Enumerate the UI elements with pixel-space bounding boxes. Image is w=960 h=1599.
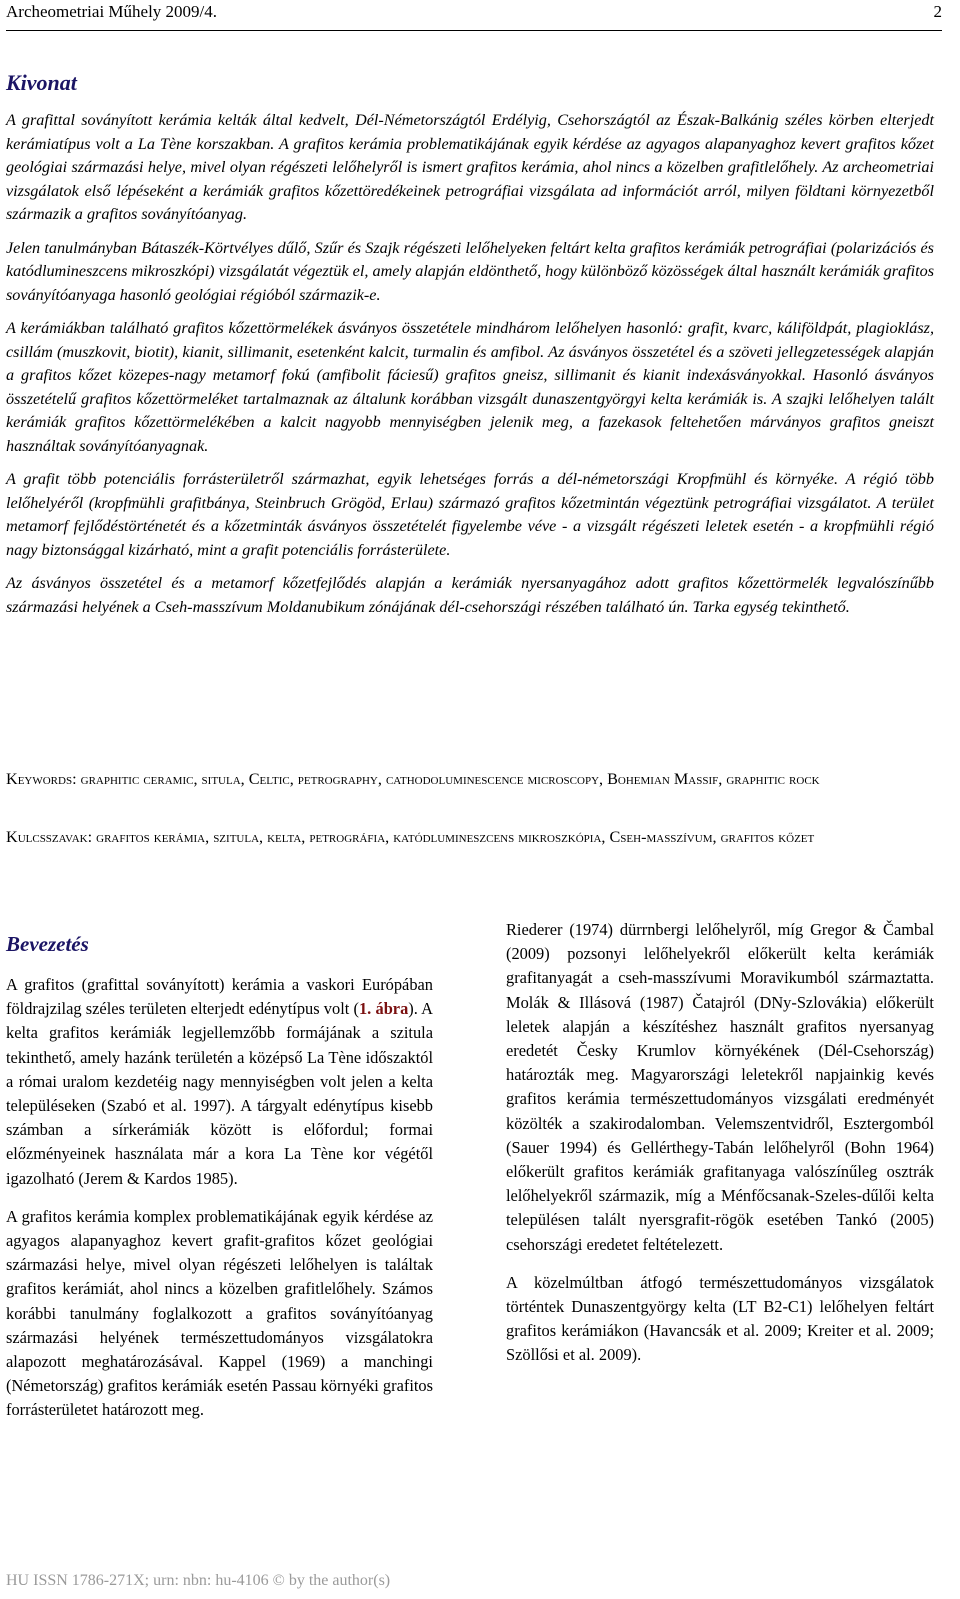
abstract-body [6,109,934,629]
intro-paragraph [6,973,433,1191]
intro-right-column [506,918,934,1382]
intro-text: A grafitos (grafittal soványított) kerámia a vaskori Európában földrajzilag széles területen elterjedt edénytípus volt ( [6,975,433,1019]
journal-title: Archeometriai Műhely 2009/4. [6,2,218,21]
intro-left-column [6,931,433,1437]
page-number: 2 [933,2,942,21]
intro-paragraph: A grafitos kerámia komplex problematikájának egyik kérdése az agyagos alapanyaghoz kevert grafit-grafitos kőzet geológiai származási helye, mivel olyan régészeti lelőhelyen is találtak grafitos kerámiát, ahol nincs a közelben grafitlelőhely. Számos korábbi tanulmány foglalkozott a grafitos soványítóanyag származási helyének természettudományos vizsgálatokra alapozott meghatározásával. Kappel (1969) a manchingi (Németország) grafitos kerámiák esetén Passau környéki grafitos forrásterületet határozott meg. [6,1206,433,1420]
abstract-paragraph: A grafittal soványított kerámia kelták által kedvelt, Dél-Németországtól Erdélyig, Csehországtól az Észak-Balkánig széles körben elterjedt kerámiatípus volt a La Tène korszakban. A grafitos kerámia problematikájának egyik kérdése az agyagos alapanyaghoz kevert grafitos kőzet geológiai származási helye, mivel olyan régészeti lelőhelyről is ismert grafitos kerámia, ahol nincs a közelben grafitlelőhely. Az archeometriai vizsgálatok első lépéseként a kerámiák grafitos kőzettöredékeinek petrográfiai vizsgálata ad információt arról, milyen földtani környezetből származik a grafitos soványítóanyag. [6,111,934,223]
abstract-paragraph: Az ásványos összetétel és a metamorf kőzetfejlődés alapján a kerámiák nyersanyagához adott grafitos kőzettörmelék legvalószínűbb származási helyének a Cseh-masszívum Moldanubikum zónájának dél-csehországi részében található ún. Tarka egység tekinthető. [6,574,934,616]
abstract-heading: Kivonat [6,70,77,95]
page-footer: HU ISSN 1786-271X; urn: nbn: hu-4106 © by the author(s) [6,1572,391,1589]
intro-paragraph: A közelmúltban átfogó természettudományos vizsgálatok történtek Dunaszentgyörgy kelta (LT B2-C1) lelőhelyen feltárt grafitos kerámiákon (Havancsák et al. 2009; Kreiter et al. 2009; Szöllősi et al. 2009). [506,1272,934,1365]
intro-text: ). A kelta grafitos kerámiák legjellemzőbb formájának a szitula tekinthető, amely hazánk területén a középső La Tène időszaktól a római uralom kezdetéig nagy mennyiségben volt jelen a kelta településeken (Szabó et al. 1997). A tárgyalt edénytípus kisebb számban a sírkerámiák között is előfordul; formai előzményeinek használata már a kora La Tène kor végétől igazolható (Jerem & Kardos 1985). [6,999,433,1188]
abstract-paragraph: A grafit több potenciális forrásterületről származhat, egyik lehetséges forrás a dél-németországi Kropfmühl és környéke. A régió több lelőhelyéről (kropfmühli grafitbánya, Steinbruch Grögöd, Erlau) származó grafitos kőzetmintán végeztünk petrográfiai vizsgálatot. A terület metamorf fejlődéstörténetét és a kőzetminták ásványos összetételét figyelembe véve - a vizsgált régészeti leletek esetén - a kropfmühli régió nagy biztonsággal kizárható, mint a grafit potenciális forrásterülete. [6,470,934,559]
page-header [6,0,942,31]
keywords-hungarian: Kulcsszavak: grafitos kerámia, szitula, kelta, petrográfia, katódlumineszcens mikroszkópia, Cseh-masszívum, grafitos kőzet [6,828,815,846]
keywords-english: Keywords: graphitic ceramic, situla, Celtic, petrography, cathodoluminescence microscopy, Bohemian Massif, graphitic rock [6,770,820,788]
abstract-paragraph: Jelen tanulmányban Bátaszék-Körtvélyes dűlő, Szűr és Szajk régészeti lelőhelyeken feltárt kelta grafitos kerámiák petrográfiai (polarizációs és katódlumineszcens mikroszkópi) vizsgálatát végeztük el, amely alapján eldönthető, hogy különböző közösségek által használt kerámiák grafitos soványítóanyaga hasonló geológiai régióból származik-e. [6,238,934,304]
figure-reference-link[interactable]: 1. ábra [358,999,409,1019]
abstract-paragraph: A kerámiákban található grafitos kőzettörmelékek ásványos összetétele mindhárom lelőhelyen hasonló: grafit, kvarc, káliföldpát, plagioklász, csillám (muszkovit, biotit), kianit, sillimanit, esetenként kalcit, turmalin és amfibol. Az ásványos összetétel és a szöveti jellegzetességek alapján a grafitos kőzet közepes-nagy metamorf fokú (amfibolit fáciesű) grafitos gneisz, sillimanit és kianit indexásványokkal. Hasonló ásványos összetételű grafitos kőzettörmeléket tartalmaznak az általunk korábban vizsgált dunaszentgyörgyi kelta kerámiák is. A szajki lelőhelyen talált kerámiák grafitos kőzettörmelékében a kalcit nagyobb mennyiségben jelenik meg, a fazekasok feltehetően márványos grafitos gneiszt használtak soványítóanyagnak. [6,319,934,455]
intro-paragraph: Riederer (1974) dürrnbergi lelőhelyről, míg Gregor & Čambal (2009) pozsonyi lelőhelyekről előkerült kelta kerámiák grafitanyagát a cseh-masszívumi Moravikumból származtatta. Molák & Illásová (1987) Čatajról (DNy-Szlovákia) előkerült leletek alapján a készítéshez használt grafitos nyersanyag eredetét Česky Krumlov környékének (Dél-Csehország) határozták meg. Magyarországi leletekről napjainkig kevés grafitos kerámia természettudományos vizsgálati eredményét közölték a szakirodalomban. Velemszentvidről, Esztergomból (Sauer 1994) és Gellérthegy-Tabán lelőhelyről (Bohn 1964) előkerült grafitos kerámiák grafitanyaga valószínűleg osztrák lelőhelyekről származik, míg a Ménfőcsanak-Szeles-dűlői kelta településen talált nyersgrafit-rögök esetében Tankó (2005) csehországi eredetet feltételezett. [506,920,934,1254]
section-heading-intro: Bevezetés [6,932,89,956]
